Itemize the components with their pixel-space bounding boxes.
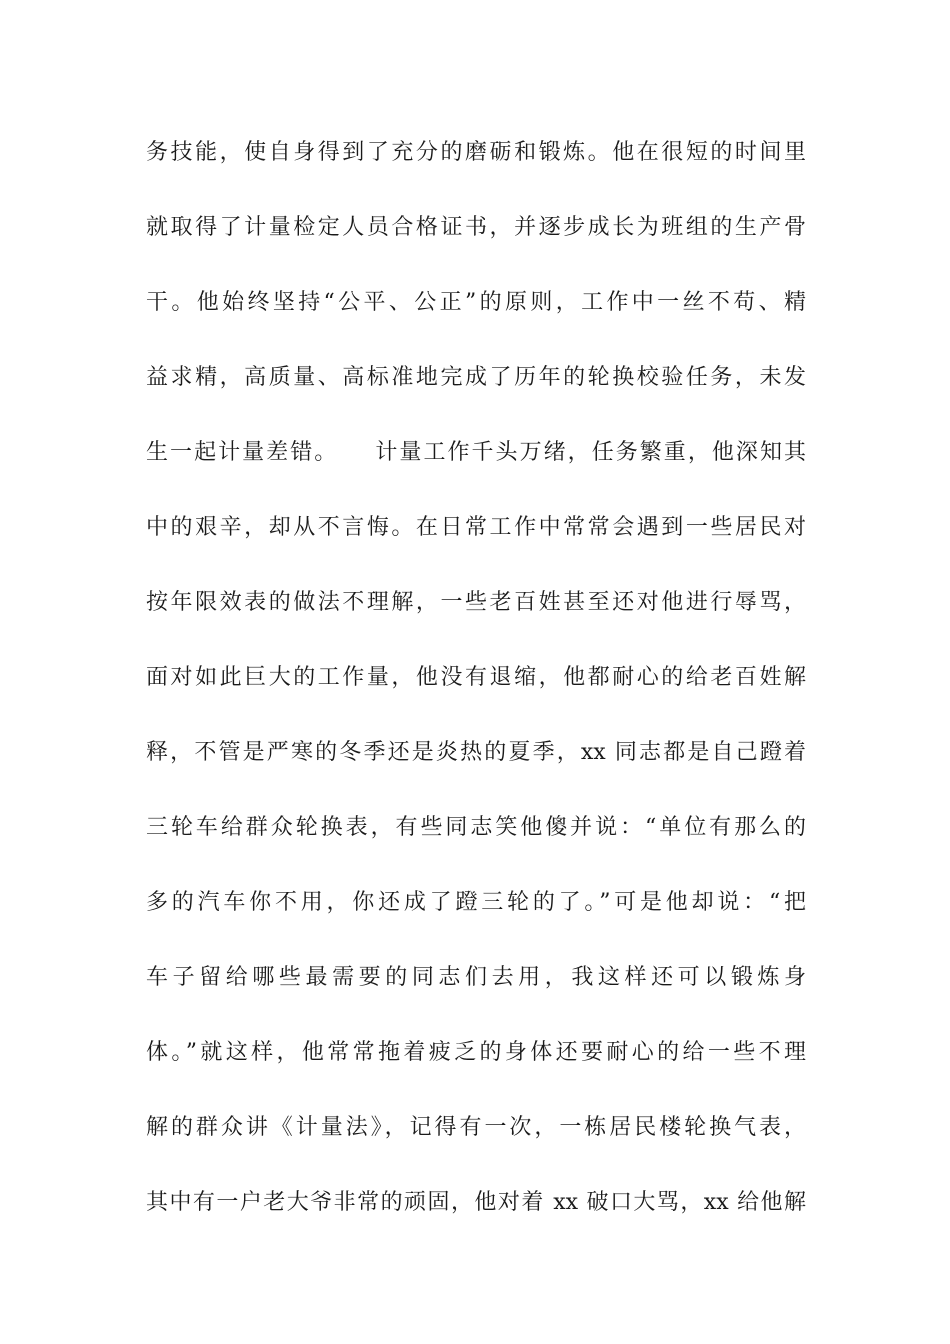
text-line: 解的群众讲《计量法》，记得有一次，一栋居民楼轮换气表， <box>146 1115 806 1140</box>
text-line: 生一起计量差错。 计量工作千头万绪，任务繁重，他深知其 <box>146 440 806 465</box>
text-line: 益求精，高质量、高标准地完成了历年的轮换校验任务，未发 <box>146 365 806 390</box>
text-line: 车子留给哪些最需要的同志们去用，我这样还可以锻炼身 <box>146 965 806 990</box>
text-line: 释，不管是严寒的冬季还是炎热的夏季，xx 同志都是自己蹬着 <box>146 740 806 765</box>
body-text <box>146 130 806 1255</box>
text-line: 三轮车给群众轮换表，有些同志笑他傻并说：“单位有那么的 <box>146 815 806 840</box>
text-line: 体。”就这样，他常常拖着疲乏的身体还要耐心的给一些不理 <box>146 1040 806 1065</box>
text-line: 干。他始终坚持“公平、公正”的原则，工作中一丝不苟、精 <box>146 290 806 315</box>
text-line: 多的汽车你不用，你还成了蹬三轮的了。”可是他却说：“把 <box>146 890 806 915</box>
text-line: 按年限效表的做法不理解，一些老百姓甚至还对他进行辱骂， <box>146 590 806 615</box>
text-line: 中的艰辛，却从不言悔。在日常工作中常常会遇到一些居民对 <box>146 515 806 540</box>
text-line: 就取得了计量检定人员合格证书，并逐步成长为班组的生产骨 <box>146 215 806 240</box>
text-line: 其中有一户老大爷非常的顽固，他对着 xx 破口大骂，xx 给他解 <box>146 1190 806 1215</box>
text-line: 务技能，使自身得到了充分的磨砺和锻炼。他在很短的时间里 <box>146 140 806 165</box>
text-line: 面对如此巨大的工作量，他没有退缩，他都耐心的给老百姓解 <box>146 665 806 690</box>
